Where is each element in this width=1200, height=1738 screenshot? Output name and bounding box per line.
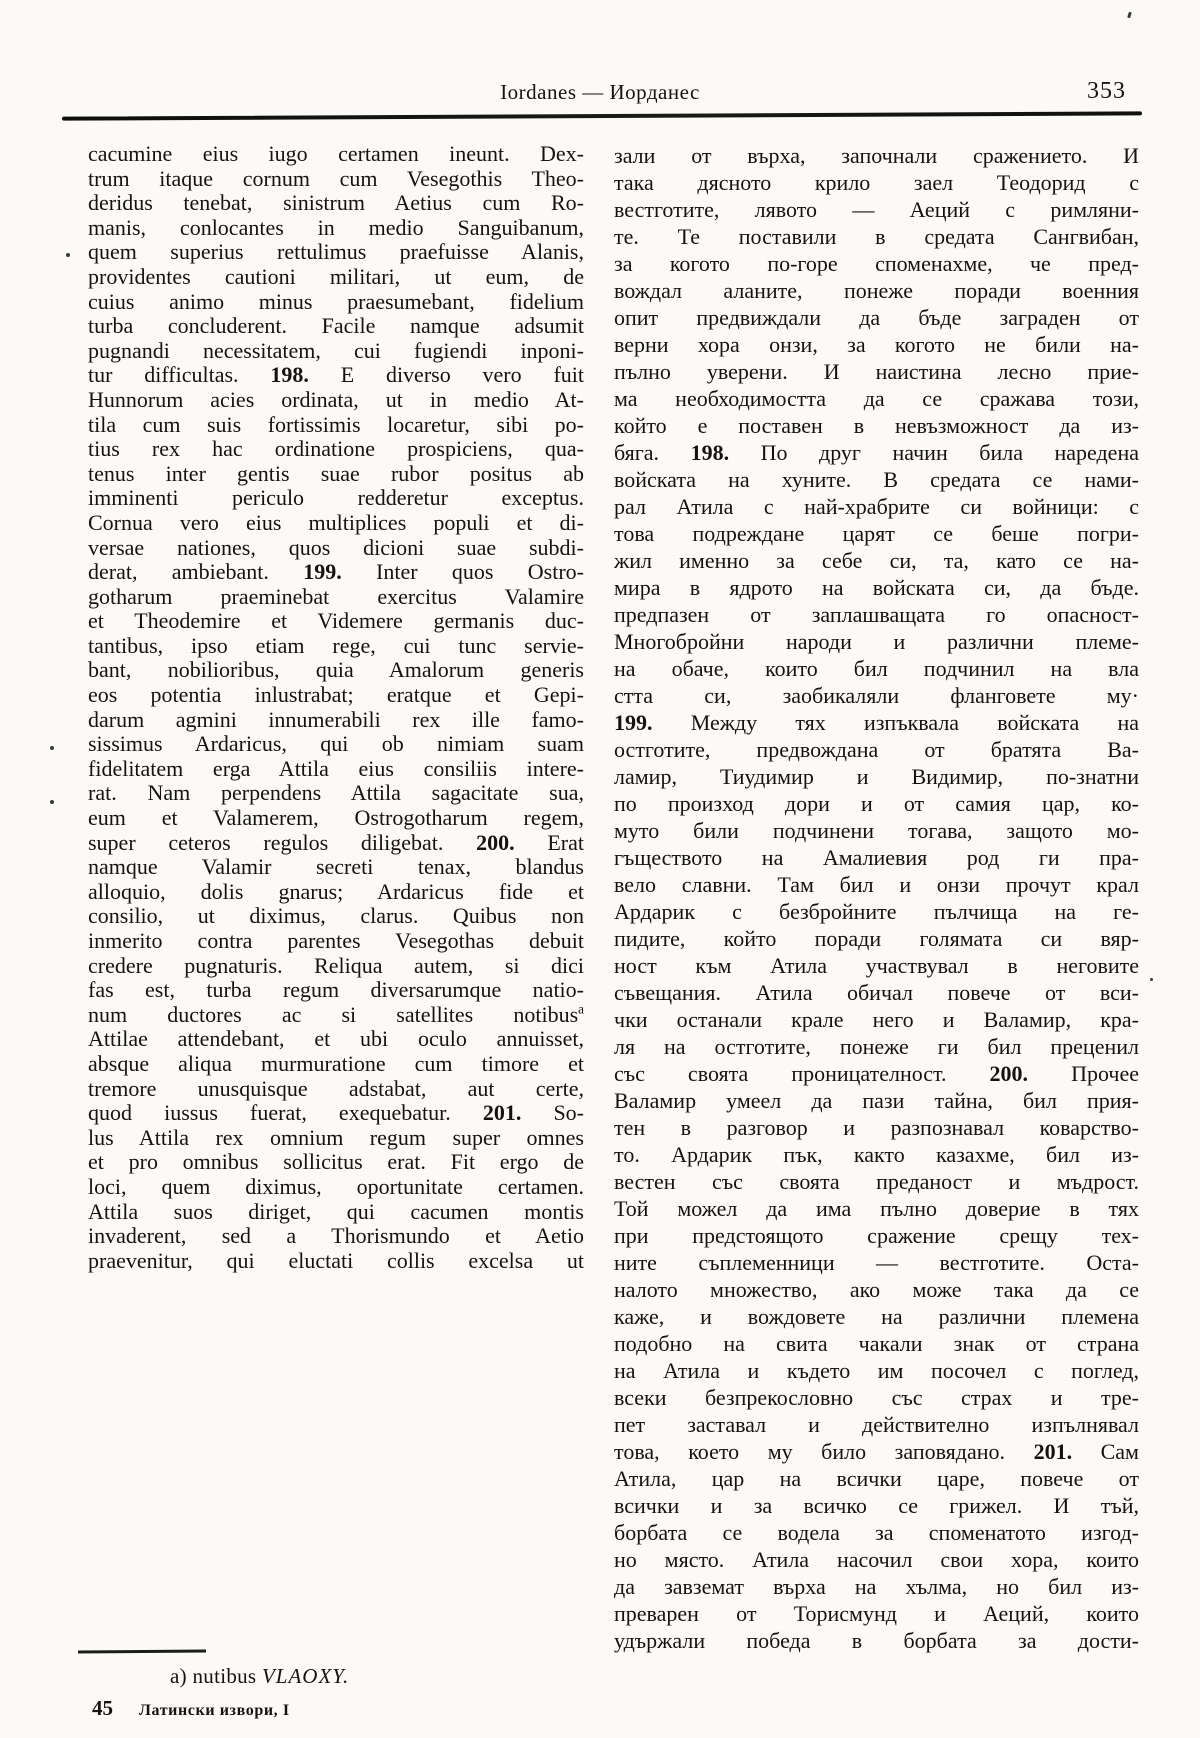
text-line: praevenitur, qui eluctati collis excelsa ut [88,1247,584,1273]
text-line: Hunnorum acies ordinata, ut in medio At- [88,386,584,412]
text-line: cuius animo minus praesumebant, fidelium [88,288,584,314]
bulgarian-text-column [614,142,1139,1654]
text-line: et pro omnibus sollicitus erat. Fit ergo de [88,1149,584,1175]
text-line: пълно уверени. И наистина лесно прие- [614,359,1139,384]
text-line: darum agmini innumerabili rex ille famo- [88,706,584,732]
text-line: Валамир умеел да пази тайна, бил прия- [614,1088,1139,1113]
text-line: trum itaque cornum cum Vesegothis Theo- [88,165,584,191]
scan-speck [1127,12,1132,19]
text-line: Ардарик с безбройните пълчища на ге- [614,899,1139,924]
text-line: налото множество, ако може така да се [614,1277,1139,1302]
text-line: gotharum praeminebat exercitus Valamire [88,583,584,609]
text-line: на обаче, които бил подчинил на вла [614,656,1139,681]
text-line: rat. Nam perpendens Attila sagacitate sua, [88,780,584,806]
text-line: ните съплеменници — вестготите. Оста- [614,1250,1139,1275]
text-line: който е поставен в невъзможност да из- [614,413,1139,438]
text-line: tur difficultas. 198. E diverso vero fuit [88,362,584,388]
text-line: bant, nobilioribus, quia Amalorum generis [88,657,584,683]
text-line: вождал аланите, понеже поради военния [614,278,1139,303]
text-line: providentes cautioni militari, ut eum, de [88,263,584,289]
text-line: credere pugnaturis. Reliqua autem, si dici [88,952,584,978]
text-line: на Атила и където им посочел с поглед, [614,1358,1139,1383]
text-line: super ceteros regulos diligebat. 200. Erat [88,829,584,855]
text-line: tius rex hac ordinatione prospiciens, qua- [88,436,584,462]
text-line: гъществото на Амалиевия род ги пра- [614,845,1139,870]
text-line: inmerito contra parentes Vesegothas debuit [88,928,584,953]
text-line: предпазен от заплашващата го опасност- [614,602,1139,627]
footnote-apparatus: a) nutibus VLAOXY. [170,1664,350,1688]
text-line: tantibus, ipso etiam rege, cui tunc servie- [88,632,584,658]
text-line: каже, и вождовете на различни племена [614,1304,1139,1329]
text-line: loci, quem diximus, oportunitate certamen. [88,1173,584,1199]
scan-speck [50,746,54,750]
text-line: да завземат върха на хълма, но бил из- [614,1574,1139,1599]
text-line: Cornua vero eius multiplices populi et di- [88,509,584,535]
text-line: така дясното крило заел Теодорид с [614,170,1139,195]
text-line: войската на хуните. В средата се нами- [614,467,1139,492]
text-line: absque aliqua murmuratione cum timore et [88,1050,584,1076]
text-line: то. Ардарик пък, както казахме, бил из- [614,1142,1139,1167]
text-line: рал Атила с най-храбрите си войници: с [614,494,1139,519]
text-line: това, което му било заповядано. 201. Сам [614,1439,1139,1464]
text-line: съвещания. Атила обичал повече от вси- [614,980,1139,1005]
text-line: опит предвиждали да бъде заграден от [614,305,1139,330]
text-line: Многобройни народи и различни племе- [614,629,1139,654]
text-line: Той можел да има пълно доверие в тях [614,1196,1139,1221]
printer-signature [92,1696,290,1721]
text-line: turba concluderent. Facile namque adsumit [88,313,584,339]
text-line: Атила, цар на всички царе, повече от [614,1466,1139,1491]
text-line: tila cum suis fortissimis locaretur, sibi po- [88,411,584,437]
text-line: те. Те поставили в средата Сангвибан, [614,224,1139,249]
header-rule [62,111,1142,120]
text-line: бяга. 198. По друг начин била наредена [614,440,1139,465]
text-line: Attilae attendebant, et ubi oculo annuisset, [88,1026,584,1052]
text-line: всички и за всичко се грижел. И тъй, [614,1493,1139,1518]
text-line: със своята проницателност. 200. Прочее [614,1061,1139,1086]
text-line: tenus inter gentis suae rubor positus ab [88,460,584,486]
text-line: по произход дори и от самия цар, ко- [614,791,1139,816]
text-line: 199. Между тях изпъквала войската на [614,710,1139,735]
text-line: вело славни. Там бил и онзи прочут крал [614,872,1139,897]
text-line: et Theodemire et Videmere germanis duc- [88,608,584,634]
text-line: eum et Valamerem, Ostrogotharum regem, [88,805,584,831]
series-label: Латински извори, I [139,1702,290,1719]
text-line: мира в ядрото на войската си, да бъде. [614,575,1139,600]
text-line: manis, conlocantes in medio Sanguibanum, [88,214,584,240]
text-line: sissimus Ardaricus, qui ob nimiam suam [88,731,584,757]
scan-speck [66,253,70,257]
text-line: но място. Атила насочил свои хора, които [614,1547,1139,1572]
text-line: борбата се водела за споменатото изгод- [614,1520,1139,1545]
text-line: quod iussus fuerat, exequebatur. 201. So- [88,1100,585,1126]
text-line: стта си, заобикаляли фланговете му· [614,683,1139,708]
signature-number: 45 [92,1696,113,1720]
text-line: вестен със своята преданост и мъдрост. [614,1169,1139,1194]
text-line: вестготите, лявото — Аеций с римляни- [614,197,1139,222]
text-line: invaderent, sed a Thorismundo et Aetio [88,1223,584,1249]
text-line: при предстоящото сражение срещу тех- [614,1223,1139,1248]
text-line: cacumine eius iugo certamen ineunt. Dex- [88,141,584,166]
text-line: жил именно за себе си, та, като се на- [614,548,1139,573]
text-line: namque Valamir secreti tenax, blandus [88,854,584,880]
text-line: ламир, Тиудимир и Видимир, по-знатни [614,764,1139,789]
text-line: eos potentia inlustrabat; eratque et Gepi- [88,682,584,708]
running-header-title: Iordanes — Иорданес [500,80,700,104]
scan-speck [50,800,54,804]
text-line: тен в разговор и разпознавал коварство- [614,1115,1139,1140]
text-line: Attila suos diriget, qui cacumen montis [88,1198,584,1224]
text-line: tremore unusquisque adstabat, aut certe, [88,1075,584,1101]
text-line: пет заставал и действително изпълнявал [614,1412,1139,1437]
text-line: imminenti periculo redderetur exceptus. [88,485,584,511]
text-line: остготите, предвождана от братята Ва- [614,737,1139,762]
text-line: alloquio, dolis gnarus; Ardaricus fide et [88,878,584,904]
text-line: подобно на свита чакали знак от страна [614,1331,1139,1356]
text-line: versae nationes, quos dicioni suae subdi- [88,534,584,560]
text-line: quem superius rettulimus praefuisse Alanis, [88,239,584,265]
text-line: pugnandi necessitatem, cui fugiendi inponi- [88,337,584,363]
text-line: derat, ambiebant. 199. Inter quos Ostro- [88,559,584,585]
text-line: fidelitatem erga Attila eius consiliis intere- [88,755,584,781]
text-line: num ductores ac si satellites notibus$^a$ [88,1001,584,1027]
text-line: lus Attila rex omnium regum super omnes [88,1124,584,1150]
footnote-rule [78,1650,206,1654]
text-line: за когото по-горе споменахме, че пред- [614,251,1139,276]
page-number: 353 [1087,78,1126,104]
text-line: пидите, който поради голямата си вяр- [614,926,1139,951]
text-line: това подреждане царят се беше погри- [614,521,1139,546]
text-line: ност към Атила участвувал в неговите [614,953,1139,978]
text-line: fas est, turba regum diversarumque natio- [88,977,584,1003]
text-line: чки останали крале него и Валамир, кра- [614,1007,1139,1032]
latin-text-column [88,142,584,1273]
text-line: ма необходимостта да се сражава този, [614,386,1139,411]
text-line: верни хора онзи, за когото не били на- [614,332,1139,357]
text-line: consilio, ut diximus, clarus. Quibus non [88,903,584,929]
text-line: ля на остготите, понеже ги бил преценил [614,1034,1139,1059]
text-line: deridus tenebat, sinistrum Aetius cum Ro- [88,190,584,216]
text-line: преварен от Торисмунд и Аеций, които [614,1601,1139,1626]
text-line: зали от върха, започнали сражението. И [614,143,1139,168]
scan-speck [1150,978,1153,981]
text-line: всеки безпрекословно със страх и тре- [614,1385,1139,1410]
text-line: муто били подчинени тогава, защото мо- [614,818,1139,843]
text-line: удържали победа в борбата за дости- [614,1628,1139,1653]
